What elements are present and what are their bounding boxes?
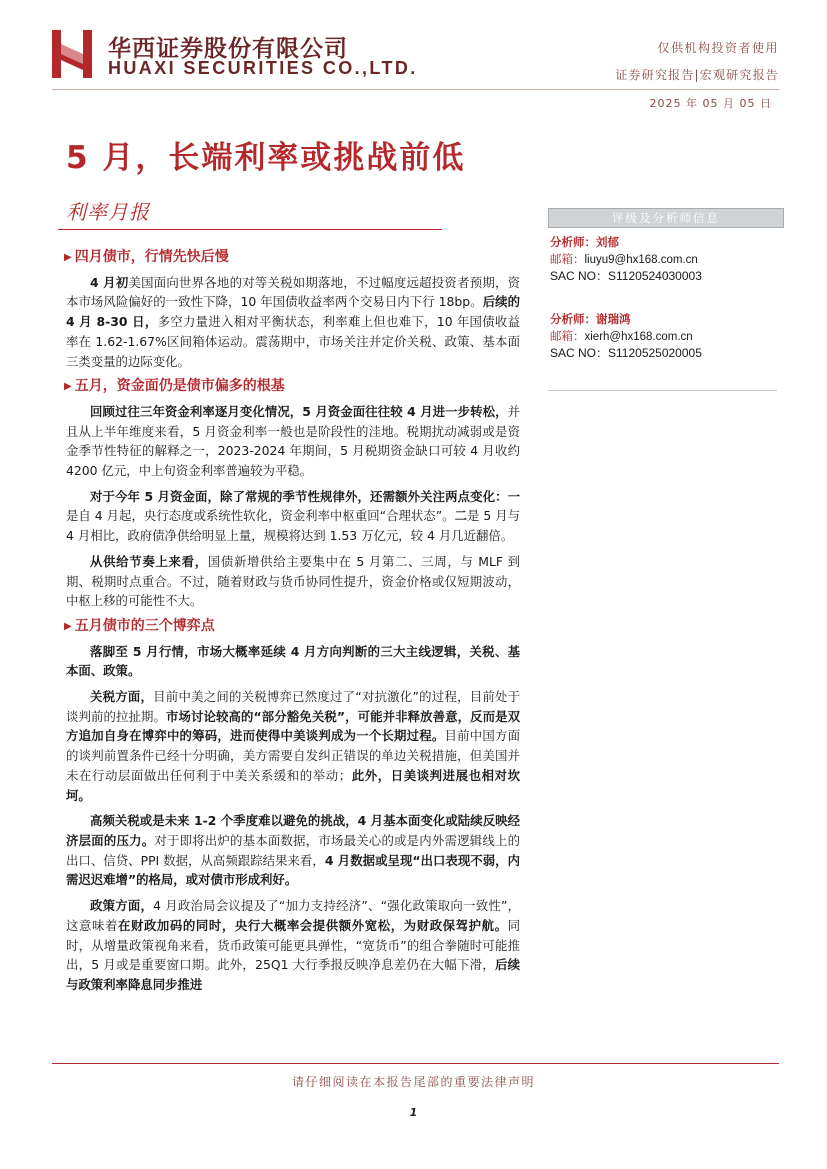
emphasis-text: 此外，日美谈判进展也相对坎坷。 — [66, 767, 521, 803]
report-subtitle: 利率月报 — [66, 200, 150, 224]
body-paragraph — [66, 811, 520, 890]
emphasis-text: 政策方面， — [90, 898, 154, 914]
analyst-name: 分析师：谢瑞鸿 — [550, 312, 631, 326]
body-text: 对于即将出炉的基本面数据，市场最关心的或是内外需逻辑线上的出口、信贷、PPI 数据，从高频跟踪结果来看， — [66, 832, 521, 868]
body-text: 目前中国方面的谈判前置条件已经十分明确，美方需要自发纠正错误的单边关税措施，但美国并未在行动层面做出任何利于中美关系缓和的举动； — [66, 728, 521, 783]
report-title: 5 月，长端利率或挑战前低 — [66, 140, 466, 176]
body-text: 美国面向世界各地的对等关税如期落地，不过幅度远超投资者预期，资本市场风险偏好的一致性下降，10 年国债收益率两个交易日内下行 18bp。 — [66, 274, 521, 310]
body-paragraph — [66, 273, 520, 372]
section-heading-text: 四月债市，行情先快后慢 — [74, 249, 229, 265]
body-text: 并且从上半年维度来看，5 月资金利率一般也是阶段性的洼地。税期扰动减弱或是资金季节性特征的解释之一，2023-2024 年期间，5 月税期资金缺口可较 4 月收约 4200 亿元，中上旬资金利率普遍较为平稳。 — [66, 403, 520, 479]
analyst-email: 邮箱：liuyu9@hx168.com.cn — [550, 251, 698, 266]
legal-notice: 请仔细阅读在本报告尾部的重要法律声明 — [291, 1075, 535, 1089]
triangle-bullet-icon: ▶ — [64, 252, 72, 263]
emphasis-text: 市场讨论较高的“部分豁免关税”，可能并非释放善意，反而是双方追加自身在博弈中的筹码，进而使得中美谈判成为一个长期过程。 — [66, 708, 521, 744]
emphasis-text: 从供给节奏上来看， — [90, 553, 208, 569]
sidebar-divider — [548, 390, 777, 391]
huaxi-logo-icon — [52, 30, 92, 78]
header-divider — [52, 89, 779, 90]
emphasis-text: 关税方面， — [90, 689, 154, 705]
emphasis-text: 二 — [454, 508, 467, 524]
body-text: 多空力量进入相对平衡状态，利率难上但也难下，10 年国债收益率在 1.62-1.67%区间箱体运动。震荡期中，市场关注并定价关税、政策、基本面三类变量的边际变化。 — [66, 314, 520, 369]
body-paragraph — [66, 402, 520, 481]
section-heading — [64, 377, 520, 398]
body-text: 目前中美之间的关税博弈已然度过了“对抗激化”的过程，目前处于谈判前的拉扯期。 — [66, 689, 520, 724]
emphasis-text: 4 月数据或呈现“出口表现不弱，内需迟迟难增”的格局，或对债市形成利好。 — [66, 852, 520, 888]
body-paragraph — [66, 487, 520, 546]
emphasis-text: 落脚至 5 月行情，市场大概率延续 4 月方向判断的三大主线逻辑，关税、基本面、政策。 — [66, 643, 520, 679]
company-name-cn: 华西证券股份有限公司 — [108, 36, 348, 62]
triangle-bullet-icon: ▶ — [64, 381, 72, 393]
body-paragraph — [66, 896, 520, 995]
page-number: 1 — [409, 1106, 418, 1119]
footer-divider — [52, 1063, 779, 1064]
emphasis-text: 一 — [507, 488, 520, 504]
body-paragraph — [66, 687, 520, 805]
body-paragraph — [66, 642, 520, 681]
analyst-card — [550, 311, 702, 362]
emphasis-text: 高频关税或是未来 1-2 个季度难以避免的挑战，4 月基本面变化或陆续反映经济层面的压力。 — [66, 813, 520, 848]
body-text: 是自 4 月起，央行态度或系统性软化，资金利率中枢重回“合理状态”。 — [66, 508, 455, 524]
section-heading-text: 五月债市的三个博弈点 — [74, 617, 215, 634]
analyst-sac-number: SAC NO：S1120525020005 — [550, 346, 702, 360]
analyst-name: 分析师：刘郁 — [550, 235, 619, 249]
emphasis-text: 在财政加码的同时，央行大概率会提供额外宽松，为财政保驾护航。 — [117, 917, 508, 933]
email-link[interactable]: liuyu9@hx168.com.cn — [584, 253, 698, 266]
body-paragraph — [66, 552, 520, 611]
emphasis-text: 回顾过往三年资金利率逐月变化情况，5 月资金面往往较 4 月进一步转松， — [90, 403, 508, 419]
section-heading-text: 五月，资金面仍是债市偏多的根基 — [74, 378, 285, 395]
subtitle-underline — [58, 229, 442, 230]
body-text: 同时，从增量政策视角来看，货币政策可能更具弹性，“宽货币”的组合拳随时可能推出，5 月或是重要窗口期。此外，25Q1 大行季报反映净息差仍在大幅下滑， — [66, 917, 521, 973]
analyst-card — [550, 234, 702, 285]
body-text: 国债新增供给主要集中在 5 月第二、三周，与 MLF 到期、税期时点重合。不过，随着财政与货币协同性提升，资金价格或仅短期波动，中枢上移的可能性不大。 — [66, 553, 521, 609]
report-type: 证券研究报告|宏观研究报告 — [615, 68, 779, 82]
emphasis-text: 后续的 4 月 8-30 日， — [66, 294, 521, 330]
body-text: 4 月政治局会议提及了“加力支持经济”、“强化政策取向一致性”，这意味着 — [66, 898, 521, 933]
triangle-bullet-icon: ▶ — [64, 620, 72, 632]
emphasis-text: 4 月初 — [90, 274, 129, 290]
analyst-info-header: 评级及分析师信息 — [548, 208, 784, 228]
audience-note: 仅供机构投资者使用 — [657, 41, 779, 55]
section-heading — [64, 248, 520, 269]
main-content — [66, 243, 520, 1001]
report-date: 2025 年 05 月 05 日 — [649, 97, 772, 110]
company-name-en: HUAXI SECURITIES CO.,LTD. — [108, 58, 418, 78]
analyst-sac-number: SAC NO：S1120524030003 — [550, 269, 702, 283]
emphasis-text: 后续与政策利率降息同步推进 — [66, 957, 521, 992]
body-text: 是 5 月与 4 月相比，政府债净供给明显上量，规模将达到 1.53 万亿元，较 4 月几近翻倍。 — [66, 508, 521, 544]
emphasis-text: 对于今年 5 月资金面，除了常规的季节性规律外，还需额外关注两点变化： — [90, 488, 508, 504]
section-heading — [64, 617, 520, 638]
email-link[interactable]: xierh@hx168.com.cn — [584, 330, 693, 343]
analyst-email: 邮箱：xierh@hx168.com.cn — [550, 328, 693, 343]
